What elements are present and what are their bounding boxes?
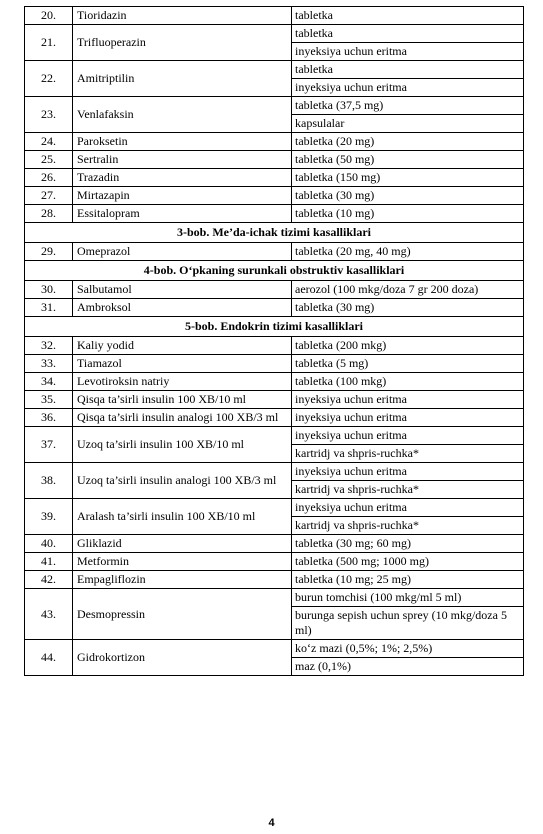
drug-list-table	[24, 6, 524, 676]
item-number: 38.	[25, 463, 73, 499]
table-row	[25, 187, 524, 205]
drug-name: Essitalopram	[73, 205, 292, 223]
drug-name: Paroksetin	[73, 133, 292, 151]
dosage-form: kapsulalar	[292, 115, 524, 133]
dosage-form: maz (0,1%)	[292, 658, 524, 676]
table-row	[25, 553, 524, 571]
dosage-form: tabletka (100 mkg)	[292, 373, 524, 391]
dosage-form: kartridj va shpris-ruchka*	[292, 445, 524, 463]
table-row	[25, 151, 524, 169]
table-row	[25, 281, 524, 299]
drug-name: Uzoq ta’sirli insulin 100 XB/10 ml	[73, 427, 292, 463]
item-number: 43.	[25, 589, 73, 640]
dosage-form: tabletka (20 mg)	[292, 133, 524, 151]
section-header-row	[25, 317, 524, 337]
dosage-form: tabletka (150 mg)	[292, 169, 524, 187]
dosage-form: tabletka (20 mg, 40 mg)	[292, 243, 524, 261]
dosage-form: tabletka (5 mg)	[292, 355, 524, 373]
item-number: 39.	[25, 499, 73, 535]
drug-name: Omeprazol	[73, 243, 292, 261]
dosage-form: tabletka	[292, 25, 524, 43]
dosage-form: tabletka (30 mg; 60 mg)	[292, 535, 524, 553]
drug-name: Amitriptilin	[73, 61, 292, 97]
table-row	[25, 535, 524, 553]
item-number: 30.	[25, 281, 73, 299]
table-row	[25, 243, 524, 261]
drug-name: Desmopressin	[73, 589, 292, 640]
item-number: 31.	[25, 299, 73, 317]
table-row	[25, 133, 524, 151]
table-row	[25, 640, 524, 658]
dosage-form: tabletka (10 mg)	[292, 205, 524, 223]
item-number: 21.	[25, 25, 73, 61]
drug-name: Tiamazol	[73, 355, 292, 373]
dosage-form: tabletka (200 mkg)	[292, 337, 524, 355]
item-number: 23.	[25, 97, 73, 133]
table-row	[25, 589, 524, 607]
drug-name: Metformin	[73, 553, 292, 571]
dosage-form: inyeksiya uchun eritma	[292, 409, 524, 427]
table-row	[25, 61, 524, 79]
table-row	[25, 499, 524, 517]
drug-name: Sertralin	[73, 151, 292, 169]
item-number: 26.	[25, 169, 73, 187]
item-number: 27.	[25, 187, 73, 205]
item-number: 35.	[25, 391, 73, 409]
drug-name: Trazadin	[73, 169, 292, 187]
page-number: 4	[268, 817, 275, 829]
dosage-form: inyeksiya uchun eritma	[292, 463, 524, 481]
drug-name: Ambroksol	[73, 299, 292, 317]
item-number: 44.	[25, 640, 73, 676]
dosage-form: tabletka (30 mg)	[292, 187, 524, 205]
dosage-form: inyeksiya uchun eritma	[292, 79, 524, 97]
section-title: 4-bob. O‘pkaning surunkali obstruktiv kasalliklari	[25, 261, 524, 281]
drug-name: Gliklazid	[73, 535, 292, 553]
item-number: 24.	[25, 133, 73, 151]
table-row	[25, 427, 524, 445]
drug-name: Venlafaksin	[73, 97, 292, 133]
drug-name: Tioridazin	[73, 7, 292, 25]
table-row	[25, 373, 524, 391]
dosage-form: ko‘z mazi (0,5%; 1%; 2,5%)	[292, 640, 524, 658]
item-number: 20.	[25, 7, 73, 25]
item-number: 28.	[25, 205, 73, 223]
table-row	[25, 337, 524, 355]
dosage-form: tabletka	[292, 7, 524, 25]
dosage-form: tabletka	[292, 61, 524, 79]
drug-name: Levotiroksin natriy	[73, 373, 292, 391]
table-row	[25, 409, 524, 427]
dosage-form: inyeksiya uchun eritma	[292, 499, 524, 517]
dosage-form: burunga sepish uchun sprey (10 mkg/doza 5 ml)	[292, 607, 524, 640]
dosage-form: kartridj va shpris-ruchka*	[292, 517, 524, 535]
item-number: 33.	[25, 355, 73, 373]
drug-name: Gidrokortizon	[73, 640, 292, 676]
table-row	[25, 571, 524, 589]
section-title: 3-bob. Me’da-ichak tizimi kasalliklari	[25, 223, 524, 243]
item-number: 22.	[25, 61, 73, 97]
dosage-form: burun tomchisi (100 mkg/ml 5 ml)	[292, 589, 524, 607]
table-row	[25, 355, 524, 373]
drug-name: Qisqa ta’sirli insulin 100 XB/10 ml	[73, 391, 292, 409]
section-header-row	[25, 261, 524, 281]
drug-name: Trifluoperazin	[73, 25, 292, 61]
dosage-form: inyeksiya uchun eritma	[292, 427, 524, 445]
dosage-form: tabletka (37,5 mg)	[292, 97, 524, 115]
item-number: 36.	[25, 409, 73, 427]
item-number: 25.	[25, 151, 73, 169]
table-row	[25, 463, 524, 481]
dosage-form: tabletka (10 mg; 25 mg)	[292, 571, 524, 589]
dosage-form: aerozol (100 mkg/doza 7 gr 200 doza)	[292, 281, 524, 299]
drug-name: Kaliy yodid	[73, 337, 292, 355]
section-title: 5-bob. Endokrin tizimi kasalliklari	[25, 317, 524, 337]
table-row	[25, 25, 524, 43]
item-number: 32.	[25, 337, 73, 355]
drug-list-body	[25, 7, 524, 676]
table-row	[25, 299, 524, 317]
section-header-row	[25, 223, 524, 243]
item-number: 42.	[25, 571, 73, 589]
drug-name: Mirtazapin	[73, 187, 292, 205]
drug-name: Qisqa ta’sirli insulin analogi 100 XB/3 ml	[73, 409, 292, 427]
item-number: 37.	[25, 427, 73, 463]
dosage-form: tabletka (50 mg)	[292, 151, 524, 169]
table-row	[25, 391, 524, 409]
item-number: 34.	[25, 373, 73, 391]
dosage-form: inyeksiya uchun eritma	[292, 391, 524, 409]
drug-name: Salbutamol	[73, 281, 292, 299]
dosage-form: tabletka (30 mg)	[292, 299, 524, 317]
item-number: 40.	[25, 535, 73, 553]
drug-name: Aralash ta’sirli insulin 100 XB/10 ml	[73, 499, 292, 535]
table-row	[25, 205, 524, 223]
table-row	[25, 7, 524, 25]
dosage-form: tabletka (500 mg; 1000 mg)	[292, 553, 524, 571]
drug-name: Uzoq ta’sirli insulin analogi 100 XB/3 ml	[73, 463, 292, 499]
table-row	[25, 97, 524, 115]
item-number: 29.	[25, 243, 73, 261]
item-number: 41.	[25, 553, 73, 571]
drug-name: Empagliflozin	[73, 571, 292, 589]
dosage-form: inyeksiya uchun eritma	[292, 43, 524, 61]
table-row	[25, 169, 524, 187]
dosage-form: kartridj va shpris-ruchka*	[292, 481, 524, 499]
